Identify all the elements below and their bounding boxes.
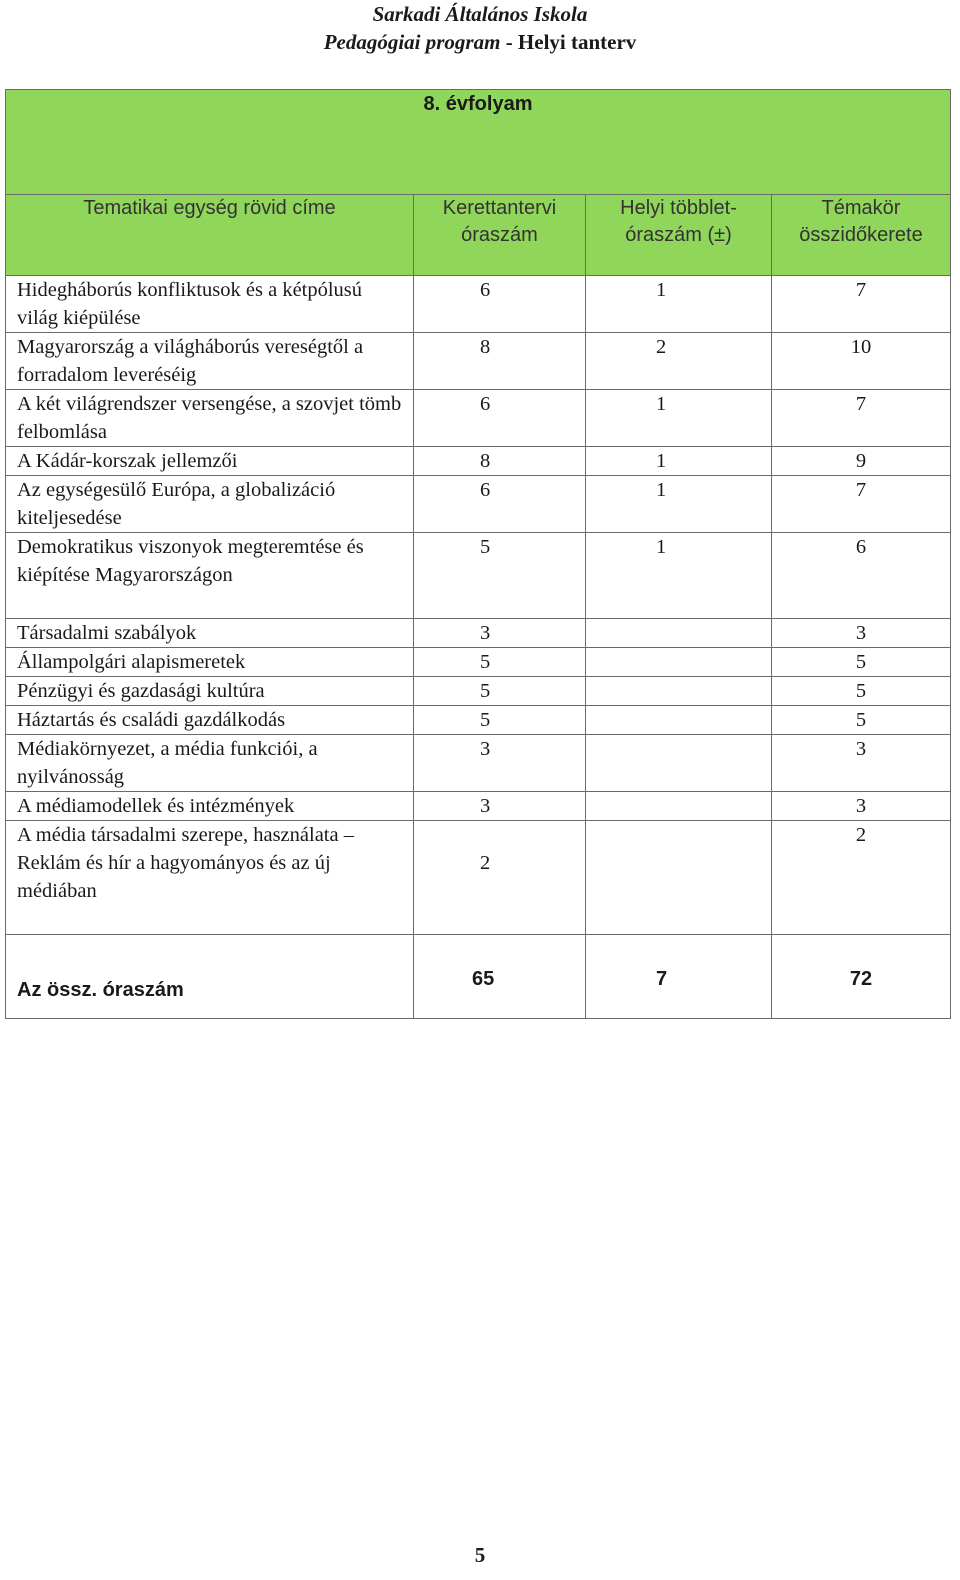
base-hours-cell [414, 447, 586, 476]
base-hours-value: 3 [480, 795, 491, 817]
base-hours-cell [414, 792, 586, 821]
total-hours-cell: 5 [772, 677, 951, 706]
total-hours-cell: 9 [772, 447, 951, 476]
total-extra-hours-cell [586, 935, 772, 1019]
page-number: 5 [474, 1543, 486, 1567]
base-hours-cell [414, 390, 586, 447]
col-header-topic: Tematikai egység rövid címe [6, 195, 414, 276]
col-header-total-hours: Témakör összidőkerete [772, 195, 951, 276]
total-hours-cell: 3 [772, 619, 951, 648]
base-hours-cell [414, 821, 586, 935]
base-hours-value: 8 [480, 336, 491, 358]
col-header-base-hours: Kerettantervi óraszám [414, 195, 586, 276]
total-hours-cell: 7 [772, 390, 951, 447]
base-hours-value: 6 [480, 279, 491, 301]
table-row [6, 390, 951, 447]
topic-line-2: Reklám és hír a hagyományos és az új médiában [17, 852, 331, 902]
base-hours-value: 5 [480, 680, 491, 702]
program-title-main: Pedagógiai program [323, 30, 501, 54]
total-hours-cell: 2 [772, 821, 951, 935]
total-label: Az össz. óraszám [6, 935, 414, 1019]
extra-hours-value: 2 [656, 336, 667, 358]
topic-cell: Háztartás és családi gazdálkodás [6, 706, 414, 735]
extra-hours-cell [586, 333, 772, 390]
base-hours-cell [414, 648, 586, 677]
topic-line-1: A média társadalmi szerepe, használata – [17, 824, 354, 846]
extra-hours-cell [586, 276, 772, 333]
curriculum-table [5, 89, 951, 1019]
extra-hours-cell [586, 533, 772, 619]
table-row [6, 821, 951, 935]
extra-hours-cell [586, 792, 772, 821]
topic-cell: Társadalmi szabályok [6, 619, 414, 648]
table-row [6, 476, 951, 533]
base-hours-cell [414, 706, 586, 735]
total-hours-cell: 7 [772, 276, 951, 333]
grade-title-row [6, 90, 951, 195]
topic-cell: Médiakörnyezet, a média funkciói, a nyilvánosság [6, 735, 414, 792]
base-hours-value: 5 [480, 709, 491, 731]
topic-cell: A médiamodellek és intézmények [6, 792, 414, 821]
extra-hours-cell [586, 476, 772, 533]
table-row [6, 735, 951, 792]
base-hours-cell [414, 476, 586, 533]
base-hours-cell [414, 333, 586, 390]
total-base-hours-value: 65 [472, 968, 495, 990]
base-hours-cell [414, 735, 586, 792]
extra-hours-cell [586, 706, 772, 735]
total-hours-cell: 5 [772, 648, 951, 677]
extra-hours-cell [586, 648, 772, 677]
base-hours-value: 8 [480, 450, 491, 472]
topic-cell: Demokratikus viszonyok megteremtése és kiépítése Magyarországon [6, 533, 414, 619]
total-extra-hours-value: 7 [656, 968, 668, 990]
total-hours-cell: 7 [772, 476, 951, 533]
col-header-extra-hours: Helyi többlet-óraszám (±) [586, 195, 772, 276]
table-row [6, 619, 951, 648]
table-row [6, 792, 951, 821]
extra-hours-cell [586, 735, 772, 792]
table-row [6, 447, 951, 476]
extra-hours-cell [586, 390, 772, 447]
topic-cell: A két világrendszer versengése, a szovjet tömb felbomlása [6, 390, 414, 447]
table-row [6, 648, 951, 677]
total-hours-cell: 5 [772, 706, 951, 735]
base-hours-cell [414, 533, 586, 619]
table-row [6, 533, 951, 619]
base-hours-cell [414, 276, 586, 333]
extra-hours-value: 1 [656, 450, 667, 472]
total-base-hours-cell [414, 935, 586, 1019]
base-hours-value: 2 [480, 852, 491, 874]
extra-hours-value: 1 [656, 479, 667, 501]
table-row [6, 333, 951, 390]
base-hours-value: 6 [480, 393, 491, 415]
base-hours-value: 6 [480, 479, 491, 501]
total-hours-cell: 3 [772, 792, 951, 821]
table-row [6, 706, 951, 735]
topic-cell: Állampolgári alapismeretek [6, 648, 414, 677]
extra-hours-cell [586, 447, 772, 476]
total-row [6, 935, 951, 1019]
extra-hours-value: 1 [656, 393, 667, 415]
grade-title: 8. évfolyam [6, 90, 951, 195]
extra-hours-cell [586, 821, 772, 935]
total-hours-cell: 6 [772, 533, 951, 619]
column-header-row [6, 195, 951, 276]
base-hours-value: 3 [480, 622, 491, 644]
base-hours-cell [414, 619, 586, 648]
grand-total-cell: 72 [772, 935, 951, 1019]
extra-hours-value: 1 [656, 536, 667, 558]
total-hours-cell: 10 [772, 333, 951, 390]
program-title [0, 30, 960, 55]
table-row [6, 677, 951, 706]
extra-hours-cell [586, 677, 772, 706]
topic-cell [6, 821, 414, 935]
total-hours-cell: 3 [772, 735, 951, 792]
extra-hours-cell [586, 619, 772, 648]
topic-cell: Pénzügyi és gazdasági kultúra [6, 677, 414, 706]
topic-cell: Az egységesülő Európa, a globalizáció kiteljesedése [6, 476, 414, 533]
topic-cell: Magyarország a világháborús vereségtől a forradalom leveréséig [6, 333, 414, 390]
topic-cell: Hidegháborús konfliktusok és a kétpólusú világ kiépülése [6, 276, 414, 333]
extra-hours-value: 1 [656, 279, 667, 301]
base-hours-value: 5 [480, 651, 491, 673]
table-row [6, 276, 951, 333]
program-title-rest: - Helyi tanterv [500, 30, 637, 54]
base-hours-cell [414, 677, 586, 706]
base-hours-value: 5 [480, 536, 491, 558]
topic-cell: A Kádár-korszak jellemzői [6, 447, 414, 476]
base-hours-value: 3 [480, 738, 491, 760]
school-name: Sarkadi Általános Iskola [372, 2, 588, 26]
